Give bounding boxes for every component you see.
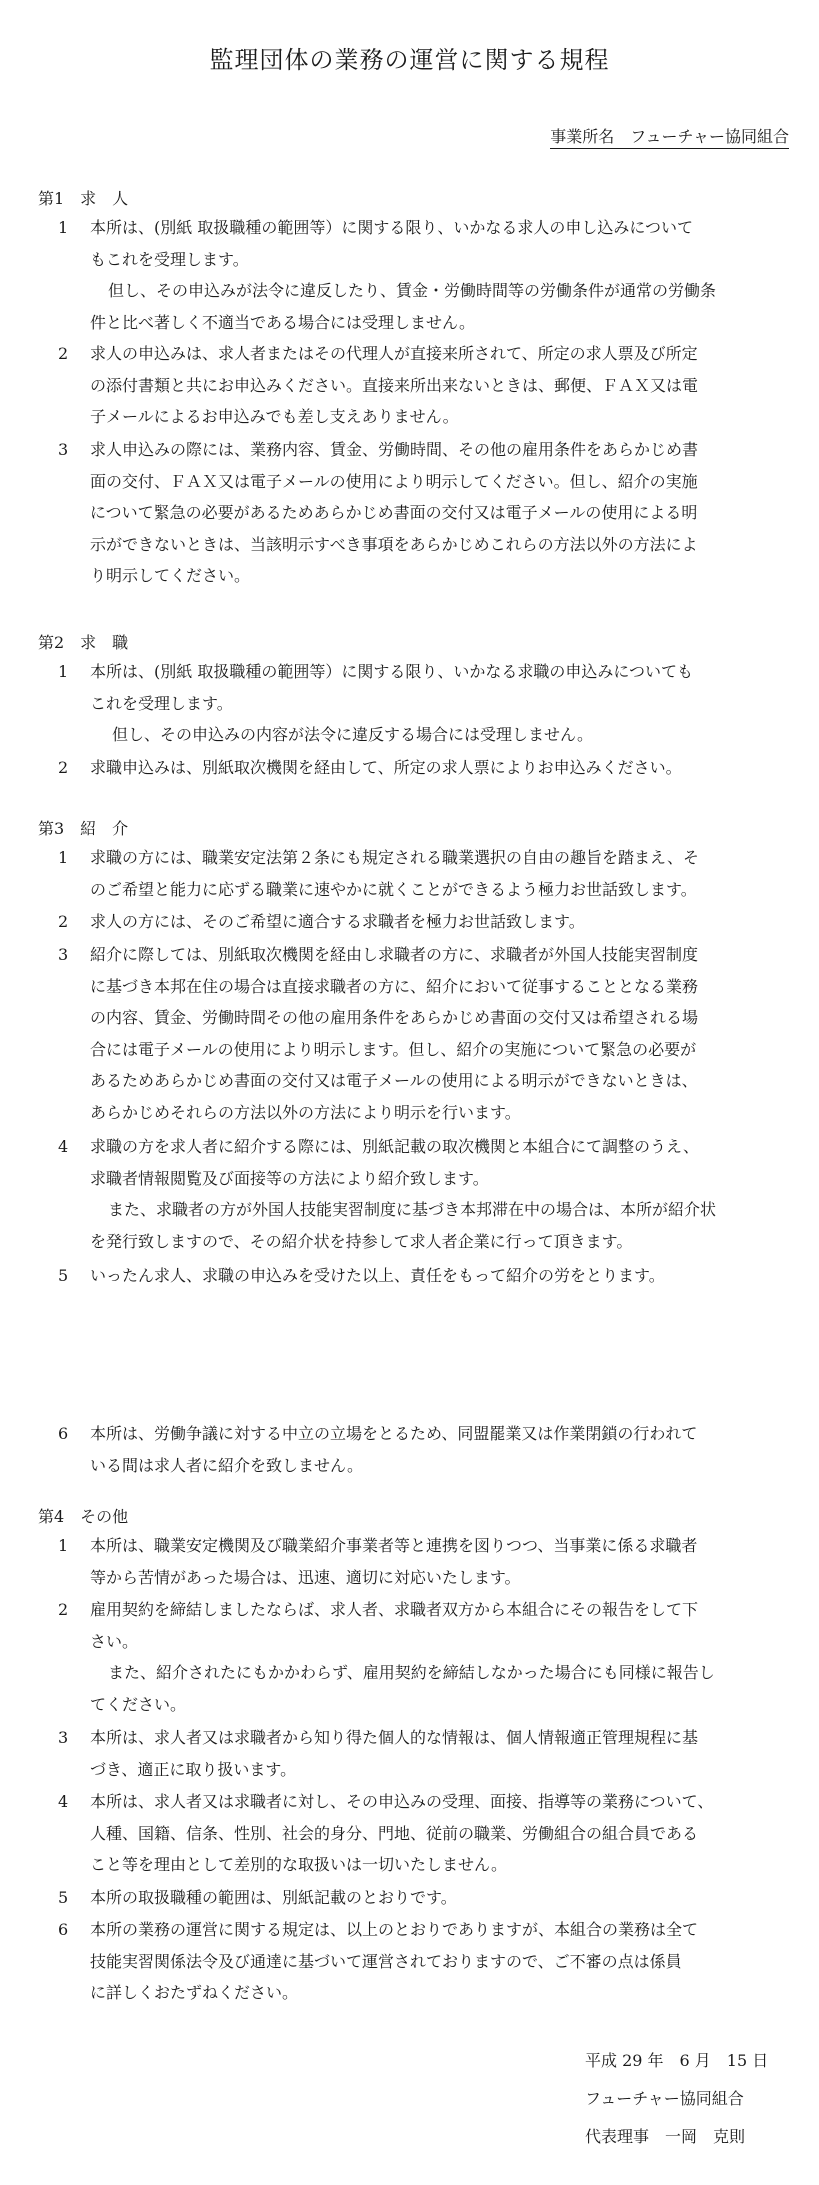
item-line: 紹介に際しては、別紙取次機関を経由し求職者の方に、求職者が外国人技能実習制度 xyxy=(90,945,699,964)
item-line: あらかじめそれらの方法以外の方法により明示を行います。 xyxy=(90,1102,521,1122)
section-heading-other: 第4 その他 xyxy=(38,1507,129,1526)
item-line: 本所の業務の運営に関する規定は、以上のとおりでありますが、本組合の業務は全て xyxy=(90,1920,699,1939)
item-number: 1 xyxy=(58,218,69,237)
section1-item-1 xyxy=(38,212,794,338)
item-line: いる間は求人者に紹介を致しません。 xyxy=(90,1455,363,1475)
item-line: 合には電子メールの使用により明示します。但し、紹介の実施について緊急の必要が xyxy=(90,1039,697,1059)
item-number: 1 xyxy=(58,1536,69,1555)
item-line: 求職の方には、職業安定法第２条にも規定される職業選択の自由の趣旨を踏まえ、そ xyxy=(90,848,699,867)
item-line: 求職者情報閲覧及び面接等の方法により紹介致します。 xyxy=(90,1168,489,1188)
item-number: 2 xyxy=(58,344,69,363)
item-line: いったん求人、求職の申込みを受けた以上、責任をもって紹介の労をとります。 xyxy=(90,1266,665,1285)
section4-item-3 xyxy=(38,1722,794,1785)
item-line: もこれを受理します。 xyxy=(90,249,249,269)
item-line: 示ができないときは、当該明示すべき事項をあらかじめこれらの方法以外の方法によ xyxy=(90,534,698,554)
item-number: 4 xyxy=(58,1792,69,1811)
item-line: のご希望と能力に応ずる職業に速やかに就くことができるよう極力お世話致します。 xyxy=(90,879,697,899)
section4-item-4 xyxy=(38,1786,794,1881)
item-line: 求職の方を求人者に紹介する際には、別紙記載の取次機関と本組合にて調整のうえ、 xyxy=(90,1137,699,1156)
section3-item-6 xyxy=(38,1418,794,1481)
section4-item-2 xyxy=(38,1594,794,1720)
section3-item-4 xyxy=(38,1131,794,1257)
item-line: 求人の方には、そのご希望に適合する求職者を極力お世話致します。 xyxy=(90,912,585,931)
item-line: 本所は、求人者又は求職者に対し、その申込みの受理、面接、指導等の業務について、 xyxy=(90,1792,714,1811)
item-line: 件と比べ著しく不適当である場合には受理しません。 xyxy=(90,312,475,332)
item-number: 6 xyxy=(58,1920,69,1939)
item-line: 本所は、求人者又は求職者から知り得た個人的な情報は、個人情報適正管理規程に基 xyxy=(90,1728,699,1747)
item-line: り明示してください。 xyxy=(90,566,251,585)
section1-item-2 xyxy=(38,338,794,433)
item-number: 3 xyxy=(58,1728,69,1747)
item-line: 求人の申込みは、求人者またはその代理人が直接来所されて、所定の求人票及び所定 xyxy=(90,344,698,363)
item-line: 但し、その申込みの内容が法令に違反する場合には受理しません。 xyxy=(112,725,593,744)
item-number: 2 xyxy=(58,912,69,931)
item-number: 2 xyxy=(58,1600,69,1619)
document-title: 監理団体の業務の運営に関する規程 xyxy=(209,46,610,74)
section4-item-6 xyxy=(38,1914,794,2009)
section-heading-job-seeking: 第2 求 職 xyxy=(38,633,129,652)
item-number: 3 xyxy=(58,945,69,964)
item-line: 本所は、職業安定機関及び職業紹介事業者等と連携を図りつつ、当事業に係る求職者 xyxy=(90,1536,698,1555)
item-line: こと等を理由として差別的な取扱いは一切いたしません。 xyxy=(90,1855,507,1874)
item-line: これを受理します。 xyxy=(90,693,233,713)
item-line: 求職申込みは、別紙取次機関を経由して、所定の求人票によりお申込みください。 xyxy=(90,758,682,777)
item-line: について緊急の必要があるためあらかじめ書面の交付又は電子メールの使用による明 xyxy=(90,503,698,522)
item-line: の内容、賃金、労働時間その他の雇用条件をあらかじめ書面の交付又は希望される場 xyxy=(90,1008,699,1027)
item-number: 1 xyxy=(58,848,69,867)
section-heading-recruitment: 第1 求 人 xyxy=(38,189,129,208)
item-number: 1 xyxy=(58,662,69,681)
item-line: 面の交付、ＦＡＸ又は電子メールの使用により明示してください。但し、紹介の実施 xyxy=(90,471,698,491)
office-name: 事業所名 フューチャー協同組合 xyxy=(550,124,789,149)
organization-name: フューチャー協同組合 xyxy=(585,2089,744,2108)
item-number: 5 xyxy=(58,1266,69,1285)
section2-item-2 xyxy=(38,752,794,784)
item-line: さい。 xyxy=(90,1631,139,1651)
item-line: 本所は、(別紙 取扱職種の範囲等）に関する限り、いかなる求職の申込みについても xyxy=(90,662,694,681)
section3-item-5 xyxy=(38,1260,794,1292)
item-line: 人種、国籍、信条、性別、社会的身分、門地、従前の職業、労働組合の組合員である xyxy=(90,1823,699,1843)
item-number: 4 xyxy=(58,1137,69,1156)
item-line: また、求職者の方が外国人技能実習制度に基づき本邦滞在中の場合は、本所が紹介状 xyxy=(108,1200,717,1219)
signature-block xyxy=(585,2042,768,2156)
representative-name: 代表理事 一岡 克則 xyxy=(585,2127,746,2146)
item-line: 但し、その申込みが法令に違反したり、賃金・労働時間等の労働条件が通常の労働条 xyxy=(108,281,717,300)
section3-item-1 xyxy=(38,842,794,905)
item-line: 等から苦情があった場合は、迅速、適切に対応いたします。 xyxy=(90,1567,521,1587)
item-number: 2 xyxy=(58,758,69,777)
item-number: 6 xyxy=(58,1424,69,1443)
section-heading-referral: 第3 紹 介 xyxy=(38,819,129,838)
item-line: づき、適正に取り扱います。 xyxy=(90,1759,297,1779)
section3-item-3 xyxy=(38,939,794,1128)
item-number: 3 xyxy=(58,440,69,459)
item-line: 本所は、労働争議に対する中立の立場をとるため、同盟罷業又は作業閉鎖の行われて xyxy=(90,1424,698,1443)
issue-date: 平成 29 年 6 月 15 日 xyxy=(585,2051,769,2070)
item-line: に基づき本邦在住の場合は直接求職者の方に、紹介において従事することとなる業務 xyxy=(90,976,699,996)
item-line: また、紹介されたにもかかわらず、雇用契約を締結しなかった場合にも同様に報告し xyxy=(108,1663,715,1682)
item-line: 子メールによるお申込みでも差し支えありません。 xyxy=(90,407,459,426)
item-line: に詳しくおたずねください。 xyxy=(90,1983,299,2002)
item-line: 雇用契約を締結しましたならば、求人者、求職者双方から本組合にその報告をして下 xyxy=(90,1600,699,1619)
item-line: あるためあらかじめ書面の交付又は電子メールの使用による明示ができないときは、 xyxy=(90,1071,698,1090)
section4-item-5 xyxy=(38,1882,794,1914)
item-line: 求人申込みの際には、業務内容、賃金、労働時間、その他の雇用条件をあらかじめ書 xyxy=(90,440,699,459)
item-line: の添付書類と共にお申込みください。直接来所出来ないときは、郵便、ＦＡＸ又は電 xyxy=(90,375,699,395)
item-line: てください。 xyxy=(90,1694,187,1714)
item-line: 技能実習関係法令及び通達に基づいて運営されておりますので、ご不審の点は係員 xyxy=(90,1951,682,1971)
item-line: 本所は、(別紙 取扱職種の範囲等）に関する限り、いかなる求人の申し込みについて xyxy=(90,218,694,237)
section4-item-1 xyxy=(38,1530,794,1593)
section2-item-1 xyxy=(38,656,794,751)
item-line: 本所の取扱職種の範囲は、別紙記載のとおりです。 xyxy=(90,1888,457,1907)
section3-item-2 xyxy=(38,906,794,938)
item-number: 5 xyxy=(58,1888,69,1907)
item-line: を発行致しますので、その紹介状を持参して求人者企業に行って頂きます。 xyxy=(90,1231,633,1251)
section1-item-3 xyxy=(38,434,794,592)
